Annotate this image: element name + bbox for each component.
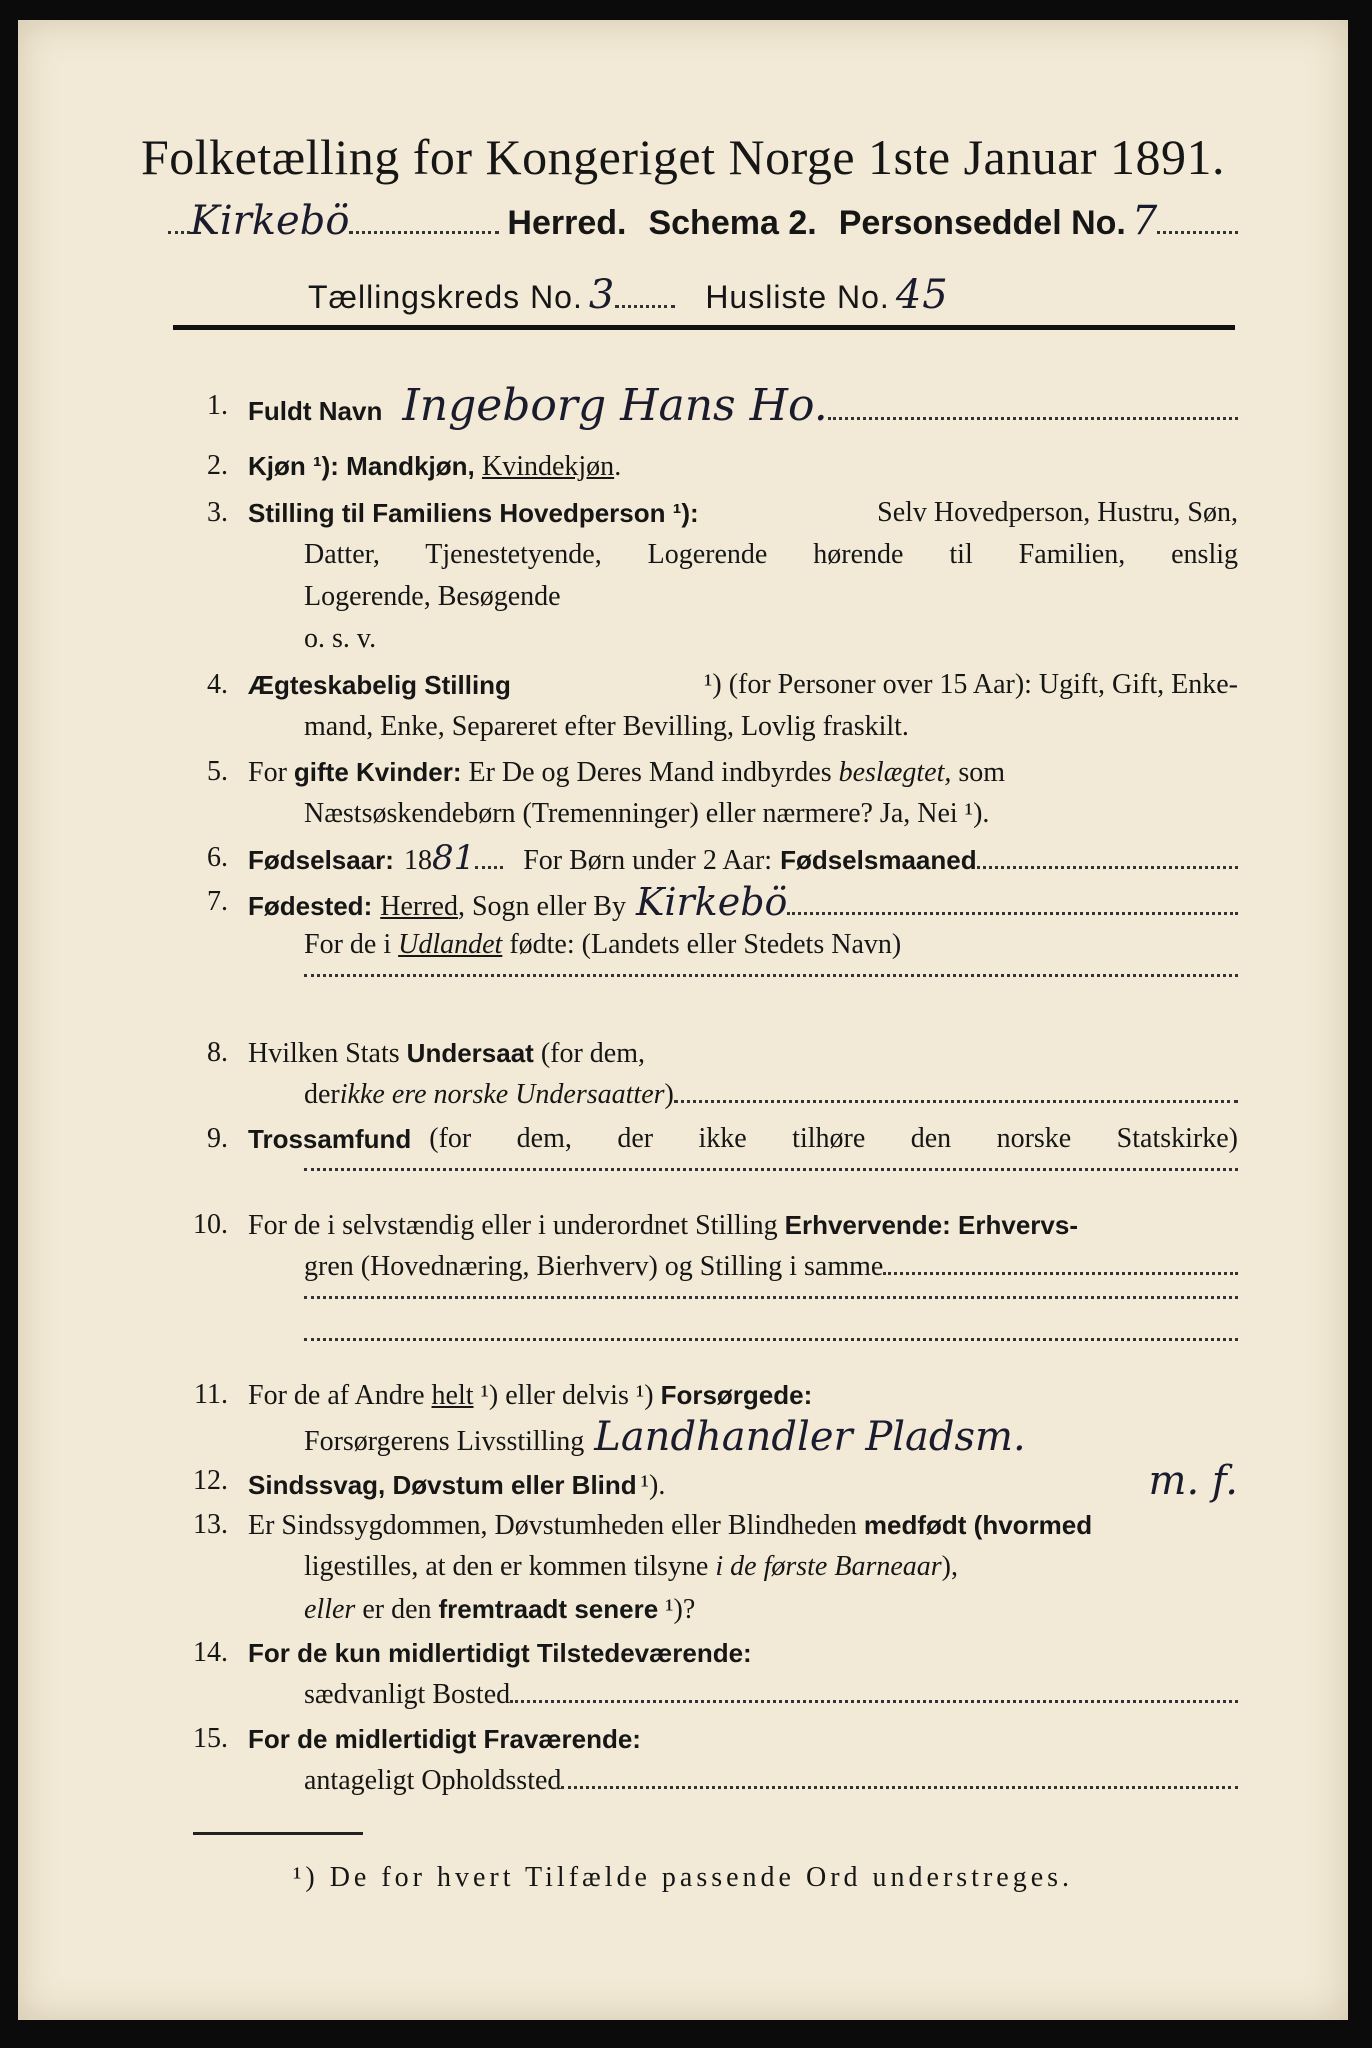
- question-label: Erhvervende: Erhvervs-: [784, 1210, 1078, 1240]
- question-text: ¹) eller delvis ¹): [473, 1380, 661, 1411]
- question-text: ): [664, 1079, 674, 1110]
- question-number: 1.: [207, 390, 228, 421]
- dotted-leader: [304, 1330, 1238, 1341]
- question-text: mand, Enke, Separeret efter Bevilling, Lovlig fraskilt.: [304, 711, 909, 742]
- question-text: Selv Hovedperson, Hustru, Søn,: [877, 497, 1238, 528]
- question-text: For de i: [304, 929, 399, 960]
- question-text: For de i selvstændig eller i underordnet Stilling: [248, 1210, 785, 1241]
- header-rule: [173, 325, 1235, 330]
- question-text: som: [951, 757, 1006, 788]
- form-title: Folketælling for Kongeriget Norge 1ste Januar 1891.: [140, 129, 1226, 185]
- dotted-leader: [561, 1778, 1238, 1789]
- question-number: 12.: [193, 1465, 228, 1496]
- question-text-italic: i de første Barneaar: [715, 1551, 942, 1582]
- dotted-leader: [615, 295, 675, 308]
- birthplace-value: Kirkebö: [635, 880, 788, 924]
- question-text: For Børn under 2 Aar:: [523, 845, 773, 876]
- husliste-number: 45: [895, 272, 949, 318]
- question-text: Næstsøskendebørn (Tremenninger) eller nærmere? Ja, Nei ¹).: [304, 798, 990, 829]
- question-number: 13.: [193, 1509, 228, 1540]
- provider-occupation-value-continued: m. f.: [1148, 1458, 1238, 1504]
- census-form-page: [18, 20, 1348, 2020]
- question-text: , Sogn eller By: [457, 891, 626, 922]
- question-text: (for dem,: [533, 1038, 646, 1069]
- question-number: 2.: [207, 450, 228, 481]
- question-text: Hvilken Stats: [248, 1038, 407, 1069]
- question-number: 5.: [207, 756, 228, 787]
- question-label: medfødt (hvormed: [863, 1510, 1093, 1540]
- question-label: Trossamfund: [248, 1124, 412, 1154]
- question-text: er den: [355, 1594, 439, 1625]
- question-number: 15.: [193, 1723, 228, 1754]
- question-label: Fødested:: [248, 891, 373, 921]
- question-text: (for dem, der ikke tilhøre den norske Statskirke): [429, 1123, 1238, 1154]
- question-label: Sindssvag, Døvstum eller Blind: [248, 1470, 637, 1500]
- dotted-leader: [475, 858, 503, 869]
- question-text: Datter, Tjenestetyende, Logerende hørende til Familien, enslig: [304, 539, 1238, 570]
- herred-option: Herred: [380, 891, 458, 922]
- dotted-leader: [1157, 221, 1238, 234]
- dotted-leader: [168, 221, 190, 234]
- question-number: 14.: [193, 1637, 228, 1668]
- dotted-leader: [349, 221, 499, 234]
- taellingskreds-label: Tællingskreds No.: [308, 279, 583, 315]
- dotted-leader: [304, 1288, 1238, 1299]
- question-label: fremtraadt senere: [438, 1594, 659, 1624]
- question-label: Fødselsmaaned: [780, 845, 977, 875]
- question-text: sædvanligt Bosted: [304, 1679, 511, 1710]
- footnote: ¹) De for hvert Tilfælde passende Ord understreges.: [292, 1862, 1074, 1893]
- birth-year-value: 81: [431, 838, 476, 878]
- provider-occupation-value: Landhandler Pladsm.: [594, 1414, 1026, 1460]
- question-number: 9.: [207, 1123, 228, 1154]
- question-text: For de af Andre: [248, 1380, 432, 1411]
- helt-option: helt: [431, 1380, 474, 1411]
- question-label: Forsørgede:: [660, 1380, 813, 1410]
- question-text-italic: Udlandet: [398, 929, 503, 960]
- kreds-line: [308, 272, 949, 318]
- name-value: Ingeborg Hans Ho.: [402, 380, 828, 431]
- question-text: Er Sindssygdommen, Døvstumheden eller Blindheden: [248, 1510, 864, 1541]
- question-text: gren (Hovednæring, Bierhverv) og Stilling i samme: [304, 1251, 884, 1282]
- taellingskreds-number: 3: [588, 272, 616, 318]
- dotted-leader: [883, 1264, 1238, 1275]
- year-prefix: 18: [403, 845, 432, 876]
- question-text: Er De og Deres Mand indbyrdes: [461, 757, 839, 788]
- question-number: 3.: [207, 497, 228, 528]
- question-text: ¹).: [640, 1470, 666, 1501]
- question-text: ligestilles, at den er kommen tilsyne: [304, 1551, 716, 1582]
- punctuation: .: [614, 451, 622, 482]
- question-text-italic: beslægtet,: [838, 757, 952, 788]
- question-number: 6.: [207, 842, 228, 873]
- personseddel-label: Personseddel No.: [838, 204, 1126, 242]
- question-text-italic: ikke ere norske Undersaatter: [339, 1079, 665, 1110]
- question-number: 8.: [207, 1037, 228, 1068]
- question-label: For de midlertidigt Fraværende:: [248, 1724, 641, 1754]
- question-number: 11.: [194, 1379, 228, 1410]
- kvindekjon-option: Kvindekjøn: [481, 451, 615, 482]
- question-label: Stilling til Familiens Hovedperson ¹):: [248, 498, 699, 528]
- question-text: ¹) (for Personer over 15 Aar): Ugift, Gift, Enke-: [703, 669, 1238, 700]
- question-text: der: [304, 1079, 340, 1110]
- dotted-leader: [828, 409, 1238, 420]
- question-text: ¹)?: [658, 1594, 696, 1625]
- question-label: For de kun midlertidigt Tilstedeværende:: [248, 1638, 752, 1668]
- personseddel-number: 7: [1131, 198, 1158, 244]
- question-label: Kjøn ¹): Mandkjøn,: [248, 451, 482, 481]
- dotted-leader: [510, 1692, 1238, 1703]
- dotted-leader: [304, 966, 1238, 977]
- question-label: Fuldt Navn: [248, 396, 383, 426]
- question-label: Undersaat: [406, 1038, 534, 1068]
- question-text: For: [248, 757, 294, 788]
- question-number: 7.: [207, 886, 228, 917]
- question-text: ),: [941, 1551, 958, 1582]
- question-number: 10.: [193, 1209, 228, 1240]
- question-label: Fødselsaar:: [248, 845, 394, 875]
- question-text: antageligt Opholdssted: [304, 1765, 562, 1796]
- question-text: Forsørgerens Livsstilling: [304, 1426, 585, 1457]
- question-text: fødte: (Landets eller Stedets Navn): [502, 929, 902, 960]
- question-text: o. s. v.: [304, 623, 377, 654]
- herred-value: Kirkebö: [190, 198, 350, 244]
- dotted-leader: [304, 1160, 1238, 1171]
- husliste-label: Husliste No.: [705, 279, 890, 315]
- dotted-leader: [674, 1092, 1238, 1103]
- question-label: Ægteskabelig Stilling: [248, 670, 511, 700]
- question-number: 4.: [207, 669, 228, 700]
- dotted-leader: [977, 858, 1238, 869]
- dotted-leader: [787, 904, 1238, 915]
- question-text-italic: eller: [304, 1594, 356, 1625]
- herred-label: Herred.: [507, 204, 627, 242]
- question-label: gifte Kvinder:: [293, 757, 462, 787]
- header-line: [168, 198, 1238, 244]
- question-text: Logerende, Besøgende: [304, 581, 561, 612]
- footnote-rule: [193, 1832, 363, 1835]
- schema-label: Schema 2.: [648, 204, 817, 242]
